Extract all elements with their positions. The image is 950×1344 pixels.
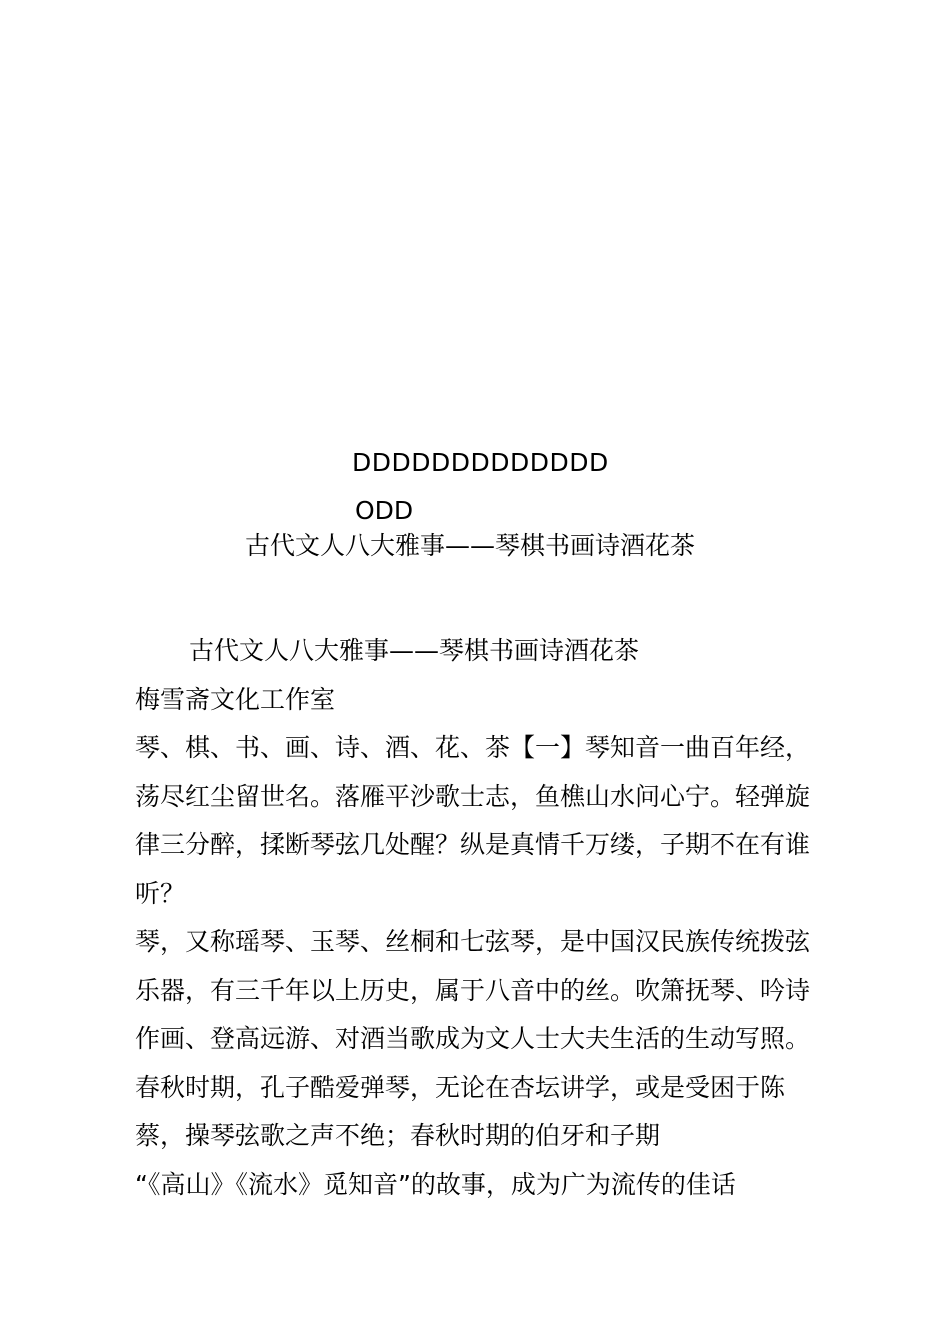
garbled-header-line-short: ODD xyxy=(355,496,414,525)
document-heading: 古代文人八大雅事——琴棋书画诗酒花茶 xyxy=(245,531,696,560)
garbled-header-line: DDDDDDDDDDDDD xyxy=(352,448,609,477)
document-body xyxy=(135,627,815,1209)
article-paragraph-continued: “《高山》《流水》觅知音”的故事，成为广为流传的佳话 xyxy=(135,1169,736,1199)
article-poem: 琴、棋、书、画、诗、酒、花、茶【一】琴知音一曲百年经，荡尽红尘留世名。落雁平沙歌士志，鱼樵山水问心宁。轻弹旋律三分醉，揉断琴弦几处醒？纵是真情千万缕，子期不在有谁听？ xyxy=(135,733,811,908)
article-title: 古代文人八大雅事——琴棋书画诗酒花茶 xyxy=(189,636,640,665)
article-author: 梅雪斋文化工作室 xyxy=(135,684,336,714)
article-paragraph: 琴，又称瑶琴、玉琴、丝桐和七弦琴，是中国汉民族传统拨弦乐器，有三千年以上历史，属于八音中的丝。吹箫抚琴、吟诗作画、登高远游、对酒当歌成为文人士大夫生活的生动写照。春秋时期，孔子酷爱弹琴，无论在杏坛讲学，或是受困于陈蔡，操琴弦歌之声不绝；春秋时期的伯牙和子期 xyxy=(135,927,811,1150)
